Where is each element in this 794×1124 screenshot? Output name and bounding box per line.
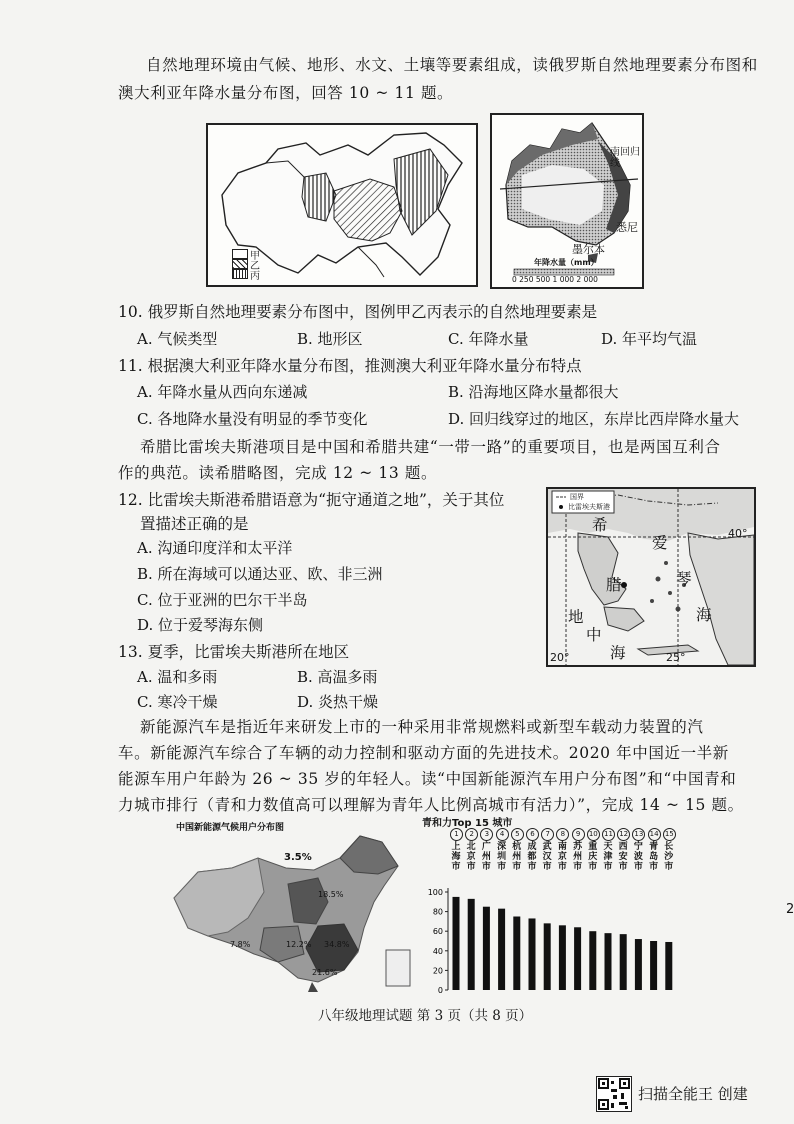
q12-stem-line-1: 12. 比雷埃夫斯港希腊语意为“扼守通道之地”，关于其位 [118,491,505,509]
china-value-6: 21.6% [312,968,338,977]
bar-9 [574,927,581,990]
y-tick-label: 80 [432,907,443,917]
city-label-4: 深圳市 [497,842,507,872]
q10-option-d[interactable]: D. 年平均气温 [601,330,698,348]
russia-legend [232,249,260,282]
rank-badge-2: 2 [465,828,478,841]
chart-plot [420,814,700,998]
q12-option-a[interactable]: A. 沟通印度洋和太平洋 [137,539,293,557]
label-hai-1: 海 [696,606,712,624]
intro-3-line-3: 能源车用户年龄为 26 ~ 35 岁的年轻人。读“中国新能源汽车用户分布图”和“中国青和 [118,770,737,788]
intro-3-line-2: 车。新能源汽车综合了车辆的动力控制和驱动方面的先进技术。2020 年中国近一半新 [118,744,729,762]
q12-option-b[interactable]: B. 所在海域可以通达亚、欧、非三洲 [137,565,383,583]
q13-option-a[interactable]: A. 温和多雨 [137,668,218,686]
china-value-3: 7.8% [230,940,251,949]
y-tick-label: 60 [432,927,443,937]
tropic-label: 南回归线 [610,147,640,169]
q13-option-b[interactable]: B. 高温多雨 [297,668,378,686]
y-tick-label: 20 [432,966,443,976]
edge-mark: 2 [786,902,794,917]
bar-11 [605,933,612,990]
q12-stem-line-2: 置描述正确的是 [140,515,249,533]
rank-badge-3: 3 [480,828,493,841]
city-label-10: 重庆市 [588,842,598,872]
city-label-8: 南京市 [557,842,567,872]
intro-2-line-1: 希腊比雷埃夫斯港项目是中国和希腊共建“一带一路”的重要项目，也是两国互利合 [140,438,721,456]
label-lon-25: 25° [666,651,686,664]
q13-option-d[interactable]: D. 炎热干燥 [297,693,379,711]
q11-option-d[interactable]: D. 回归线穿过的地区，东岸比西岸降水量大 [448,410,740,428]
rainfall-legend-ticks: 0 250 500 1 000 2 000 [512,275,598,284]
bar-15 [665,942,672,990]
qr-code-icon [596,1076,632,1112]
q10-stem: 10. 俄罗斯自然地理要素分布图中，图例甲乙丙表示的自然地理要素是 [118,303,598,321]
legend-swatch-yi [232,259,248,269]
rank-badge-14: 14 [648,828,661,841]
rank-badge-1: 1 [450,828,463,841]
rank-badge-4: 4 [496,828,509,841]
legend-jia: 甲 [250,250,260,262]
intro-3-line-1: 新能源汽车是指近年来研发上市的一种采用非常规燃料或新型车载动力装置的汽 [140,718,704,736]
city-label-6: 成都市 [527,842,537,872]
china-map-title: 中国新能源气候用户分布图 [176,823,285,833]
rank-badge-8: 8 [556,828,569,841]
rank-badge-9: 9 [572,828,585,841]
legend-port: 比雷埃夫斯港 [568,503,610,511]
label-lon-20: 20° [550,651,570,664]
city-label-2: 北京市 [466,842,476,872]
q10-option-b[interactable]: B. 地形区 [297,330,363,348]
q12-option-c[interactable]: C. 位于亚洲的巴尔干半岛 [137,591,308,609]
y-tick-label: 40 [432,946,443,956]
china-value-4: 12.2% [286,940,312,949]
bar-12 [620,934,627,990]
chart-title: 青和力Top 15 城市 [422,818,513,829]
q11-stem: 11. 根据澳大利亚年降水量分布图，推测澳大利亚年降水量分布特点 [118,357,582,375]
rank-badge-11: 11 [602,828,615,841]
label-qin: 琴 [676,570,692,588]
rank-badge-12: 12 [617,828,630,841]
bar-7 [544,923,551,990]
q10-option-c[interactable]: C. 年降水量 [448,330,529,348]
intro-1-line-2: 澳大利亚年降水量分布图，回答 10 ~ 11 题。 [118,84,454,102]
city-label-9: 苏州市 [573,842,583,872]
australia-map [490,113,644,289]
rank-badge-6: 6 [526,828,539,841]
q10-option-a[interactable]: A. 气候类型 [137,330,218,348]
rank-badge-15: 15 [663,828,676,841]
label-lat-40: 40° [728,527,748,540]
city-label-5: 杭州市 [512,842,522,872]
city-label-12: 西安市 [618,842,628,872]
intro-3-line-4: 力城市排行（青和力数值高可以理解为青年人比例高城市有活力）”，完成 14 ~ 15 题。 [118,796,744,814]
label-zhong: 中 [586,626,602,644]
rank-badge-10: 10 [587,828,600,841]
bar-2 [468,899,475,990]
rank-badge-5: 5 [511,828,524,841]
city-ranking-chart [420,814,700,998]
city-label-13: 宁波市 [633,842,643,872]
intro-1-line-2-wrap [118,80,778,106]
city-label-15: 长沙市 [664,842,674,872]
legend-yi: 乙 [250,260,260,272]
label-la: 腊 [606,576,622,594]
intro-paragraph-1 [146,52,786,78]
bar-5 [513,917,520,991]
sydney-label: 悉尼 [616,221,638,234]
q11-option-c[interactable]: C. 各地降水量没有明显的季节变化 [137,410,368,428]
bar-13 [635,939,642,990]
intro-2-line-2: 作的典范。读希腊略图，完成 12 ~ 13 题。 [118,464,438,482]
label-hai-2: 海 [610,644,626,662]
q12-option-d[interactable]: D. 位于爱琴海东侧 [137,616,264,634]
russia-map [206,123,478,287]
melbourne-label: 墨尔本 [572,243,605,256]
label-ai: 爱 [652,534,668,552]
scanner-watermark: 扫描全能王 创建 [638,1085,748,1103]
china-map [168,818,418,994]
city-label-14: 青岛市 [649,842,659,872]
city-label-11: 天津市 [603,842,613,872]
legend-swatch-bing [232,269,248,279]
rank-badge-7: 7 [541,828,554,841]
q13-stem: 13. 夏季，比雷埃夫斯港所在地区 [118,643,350,661]
greece-map-drawing [548,489,754,665]
legend-border: 国界 [570,493,584,501]
china-value-2: 18.5% [318,890,344,899]
greece-map [546,487,756,667]
intro-1-line-1: 自然地理环境由气候、地形、水文、土壤等要素组成，读俄罗斯自然地理要素分布图和 [146,56,758,74]
legend-bing: 丙 [250,270,260,282]
bar-4 [498,909,505,990]
bar-14 [650,941,657,990]
bar-8 [559,925,566,990]
q13-option-c[interactable]: C. 寒冷干燥 [137,693,218,711]
china-value-1: 3.5% [284,852,312,863]
label-xi: 希 [592,516,608,534]
bar-1 [453,897,460,990]
q11-option-b[interactable]: B. 沿海地区降水量都很大 [448,383,619,401]
city-label-3: 广州市 [481,842,491,872]
city-label-7: 武汉市 [542,842,552,872]
bar-6 [529,918,536,990]
y-tick-label: 100 [427,888,443,897]
label-di: 地 [568,608,584,626]
city-label-1: 上海市 [451,842,461,872]
legend-swatch-jia [232,249,248,259]
rainfall-legend-title: 年降水量（mm） [534,258,599,267]
page-footer: 八年级地理试题 第 3 页（共 8 页） [318,1008,533,1024]
bar-10 [589,931,596,990]
q11-option-a[interactable]: A. 年降水量从西向东递减 [137,383,308,401]
china-value-5: 34.8% [324,940,350,949]
y-tick-label: 0 [437,986,443,995]
bar-3 [483,907,490,990]
rank-badge-13: 13 [632,828,645,841]
